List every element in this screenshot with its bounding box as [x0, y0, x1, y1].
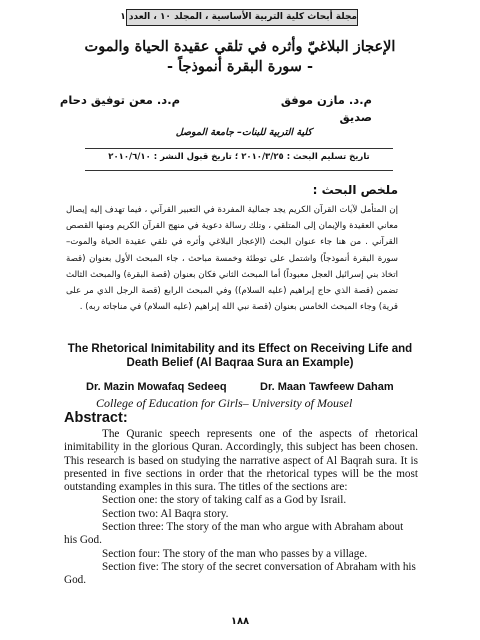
section-item: Section three: The story of the man who argue with Abraham about his God. [64, 521, 404, 547]
section-item: Section two: Al Baqra story. [102, 507, 229, 520]
english-author-2: Dr. Maan Tawfeew Daham [260, 381, 394, 393]
arabic-author-1: م.د. مازن موفق [280, 93, 372, 107]
page-number: ١٨٨ [230, 616, 250, 627]
divider-top [85, 148, 393, 149]
section-item: Section one: the story of taking calf as a God by Israil. [102, 494, 347, 507]
english-author-1: Dr. Mazin Mowafaq Sedeeq [86, 381, 227, 393]
submission-dates: تاريخ تسليم البحث : ٢٠١٠/٣/٢٥ ؛ تاريخ قبول النشر : ٢٠١٠/٦/١٠ [108, 152, 370, 162]
english-abstract-body [64, 428, 418, 588]
arabic-author-1-continued: صديق [339, 110, 372, 124]
arabic-title-line-2: - سورة البقرة أنموذجاً - [167, 58, 313, 75]
english-abstract-paragraph: The Quranic speech represents one of the aspects of rhetorical inimitability in the glorious Quran. Accordingly, this subject has been chosen. This research is based on studying the narrative aspect of Al Baqrah sura. It is presented in five sections in order that the rhetorical types will be the most outstanding examples in this sura. The titles of the sections are: [64, 428, 418, 494]
english-abstract-heading: Abstract: [64, 410, 128, 426]
section-item: Section four: The story of the man who passes by a village. [102, 547, 368, 560]
arabic-affiliation: كلية التربية للبنات– جامعة الموصل [175, 127, 312, 138]
journal-header: مجلة أبحاث كلية التربية الأساسية ، المجلد ١٠ ، العدد ١ [126, 9, 358, 26]
arabic-abstract-heading: ملخص البحث : [312, 183, 398, 197]
english-title: The Rhetorical Inimitability and its Effect on Receiving Life and Death Belief (Al Baqraa Sura an Example) [67, 343, 413, 369]
section-item: Section five: The story of the secret conversation of Abraham with his God. [64, 560, 416, 587]
english-affiliation: College of Education for Girls– University of Mousel [96, 396, 353, 410]
divider-bottom [85, 170, 393, 171]
arabic-author-2: م.د. معن توفيق دحام [59, 93, 180, 107]
arabic-title-line-1: الإعجاز البلاغيّ وأثره في تلقي عقيدة الحياة والموت [84, 38, 396, 55]
arabic-abstract-text: إن المتأمل لآيات القرآن الكريم يجد جمالية المفردة في التعبير القرآني ، فيما تهدف إليه إيصال معاني العقيدة والإيمان إلى المتلقي ، وتلك رسالة دعوية في منهج القرآن الكريم ومنها القصص القرآني . من هنا جاء عنوان البحث (الإعجاز البلاغي وأثره في تلقي عقيدة الحياة والموت–سورة البقرة أنموذجاً) واشتمل على توطئة وخمسة مباحث ، جاء المبحث الأول بعنوان (قصة اتخاذ بني إسرائيل العجل معبوداً) أما المبحث الثاني فكان بعنوان (قصة البقرة) والمبحث الثالث تضمن (قصة الذي حاج إبراهيم (عليه السلام)) وفي المبحث الرابع (قصة الرجل الذي مر على قرية) وجاء المبحث الخامس بعنوان (قصة نبي الله إبراهيم (عليه السلام) في مناجاته ربه) . [66, 205, 398, 313]
